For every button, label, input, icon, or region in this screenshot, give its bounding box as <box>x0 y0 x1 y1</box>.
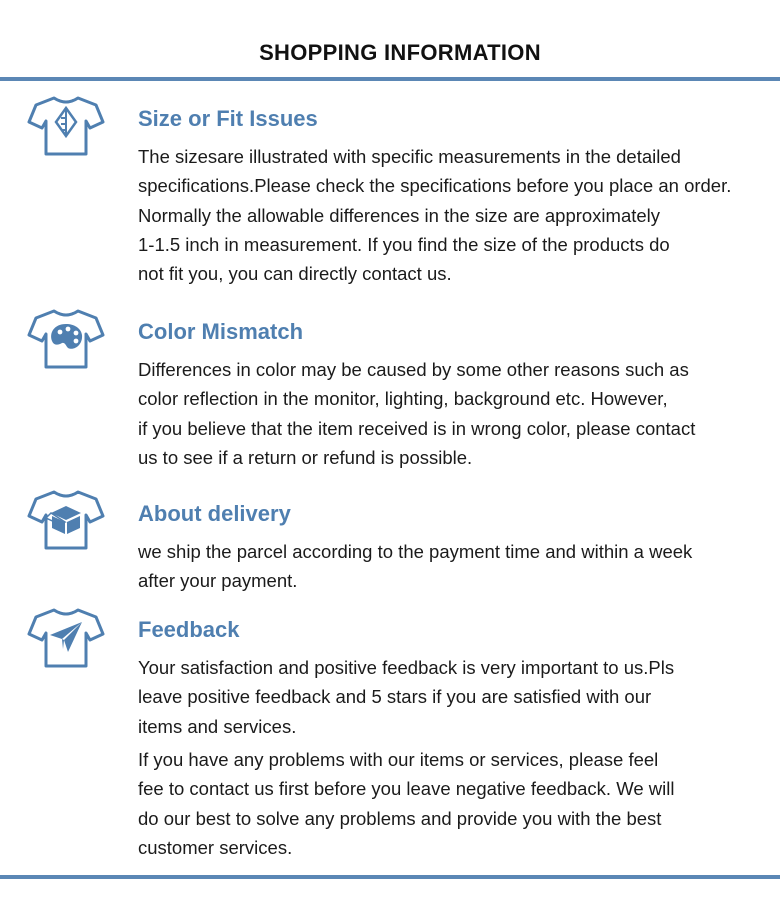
bottom-divider <box>0 875 780 879</box>
feedback-text-line: customer services. <box>138 837 293 858</box>
feedback-text-line: If you have any problems with our items or services, please feel <box>138 749 659 770</box>
section-title-feedback: Feedback <box>138 617 240 642</box>
size-text-line: Normally the allowable differences in the size are approximately <box>138 205 661 226</box>
top-divider <box>0 77 780 81</box>
size-text-line: The sizesare illustrated with specific measurements in the detailed <box>138 146 681 167</box>
tshirt-box-icon <box>26 486 106 552</box>
tshirt-ruler-icon <box>26 92 106 158</box>
feedback-text-line: items and services. <box>138 716 297 737</box>
color-text-line: us to see if a return or refund is possible. <box>138 447 473 468</box>
page-title: SHOPPING INFORMATION <box>259 40 541 65</box>
feedback-text-line: fee to contact us first before you leave negative feedback. We will <box>138 778 675 799</box>
color-text-line: if you believe that the item received is in wrong color, please contact <box>138 418 696 439</box>
delivery-text-line: after your payment. <box>138 570 298 591</box>
feedback-text-line: leave positive feedback and 5 stars if you are satisfied with our <box>138 686 652 707</box>
feedback-text-line: do our best to solve any problems and provide you with the best <box>138 808 662 829</box>
tshirt-palette-icon <box>26 305 106 371</box>
section-title-size: Size or Fit Issues <box>138 106 318 131</box>
size-text-line: specifications.Please check the specifications before you place an order. <box>138 175 732 196</box>
delivery-text-line: we ship the parcel according to the payment time and within a week <box>138 541 693 562</box>
section-title-color: Color Mismatch <box>138 319 304 344</box>
feedback-text-line: Your satisfaction and positive feedback is very important to us.Pls <box>138 657 675 678</box>
color-text-line: Differences in color may be caused by some other reasons such as <box>138 359 689 380</box>
size-text-line: not fit you, you can directly contact us. <box>138 263 452 284</box>
section-title-delivery: About delivery <box>138 501 291 526</box>
size-text-line: 1-1.5 inch in measurement. If you find the size of the products do <box>138 234 670 255</box>
color-text-line: color reflection in the monitor, lighting, background etc. However, <box>138 388 668 409</box>
tshirt-paper-plane-icon <box>26 604 106 670</box>
